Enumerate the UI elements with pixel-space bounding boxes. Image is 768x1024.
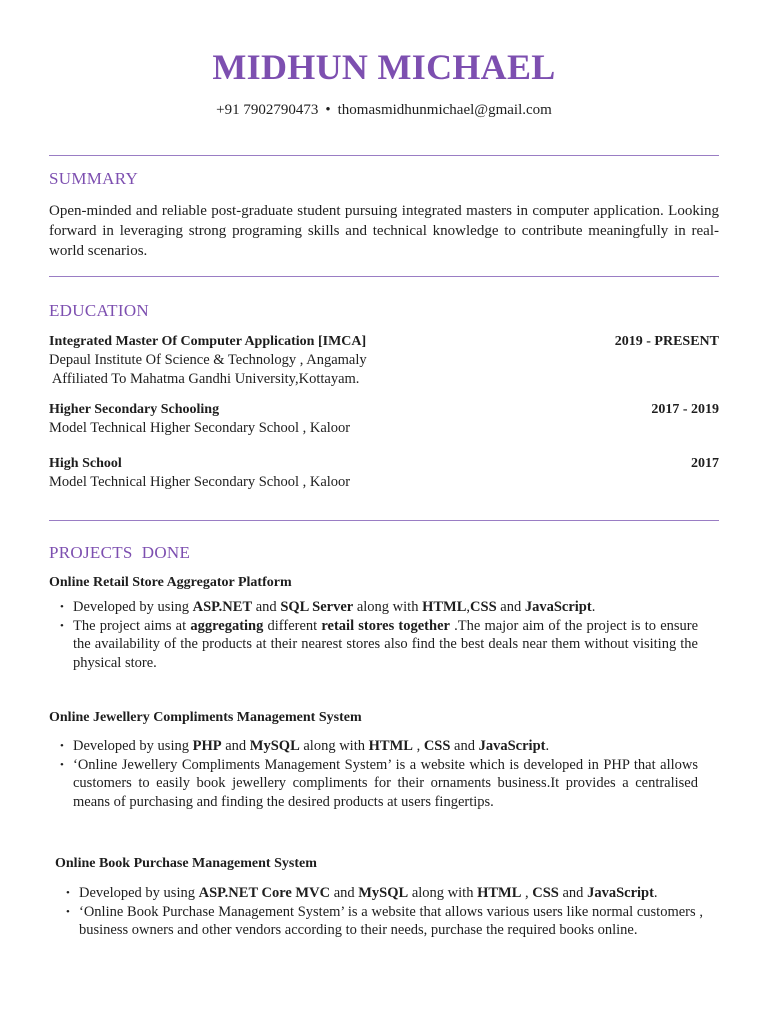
- text-run: and: [221, 738, 250, 754]
- degree-title: Integrated Master Of Computer Application [IMCA]: [49, 334, 367, 349]
- text-run: ,: [466, 599, 471, 615]
- bold-keyword: ASP.NET Core MVC: [198, 885, 331, 901]
- phone-number: +91 7902790473: [216, 102, 319, 118]
- bullet-item: [55, 884, 703, 903]
- project-bullets: [49, 737, 698, 811]
- text-run: ,: [412, 738, 424, 754]
- text-run: different: [263, 617, 322, 634]
- text-run: and: [330, 885, 359, 901]
- bold-keyword: MySQL: [358, 885, 409, 901]
- bold-keyword: aggregating: [190, 617, 264, 634]
- institution: Depaul Institute Of Science & Technology , Angamaly: [49, 352, 367, 368]
- degree-title: Higher Secondary Schooling: [49, 402, 220, 417]
- project-title: Online Jewellery Compliments Management System: [49, 710, 362, 725]
- bullet-item: [55, 903, 703, 940]
- contact-line: [0, 102, 768, 119]
- text-run: .: [653, 885, 658, 901]
- text-run: and: [252, 599, 281, 615]
- degree-years: 2019 - PRESENT: [614, 334, 719, 349]
- bold-keyword: HTML: [477, 885, 522, 901]
- bold-keyword: HTML: [368, 738, 413, 754]
- bold-keyword: CSS: [532, 885, 559, 901]
- bold-keyword: MySQL: [249, 738, 300, 754]
- text-run: Developed by using: [79, 885, 199, 901]
- education-heading: EDUCATION: [49, 301, 149, 320]
- education-entry: [49, 454, 719, 492]
- summary-text: Open-minded and reliable post-graduate student pursuing integrated masters in computer application. Looking forward in leveraging strong programing skills and technical knowledge to contribute meaningfully in real-world scenarios.: [49, 203, 719, 259]
- institution: Model Technical Higher Secondary School , Kaloor: [49, 474, 351, 490]
- degree-title: High School: [49, 456, 122, 471]
- project-bullets: [55, 884, 703, 940]
- bold-keyword: retail stores together: [321, 617, 450, 634]
- bullet-item: [49, 737, 698, 756]
- text-run: and: [450, 738, 479, 754]
- affiliation: Affiliated To Mahatma Gandhi University,Kottayam.: [49, 371, 360, 387]
- bullet-item: [49, 756, 698, 812]
- text-run: .: [591, 599, 596, 615]
- text-run: Developed by using: [73, 599, 193, 615]
- bold-keyword: CSS: [470, 599, 497, 615]
- candidate-name: MIDHUN MICHAEL: [212, 47, 556, 87]
- text-run: and: [496, 599, 525, 615]
- text-run: The project aims at: [73, 617, 191, 634]
- text-run: along with: [353, 599, 423, 615]
- bullet-item: [49, 617, 698, 673]
- summary-heading: SUMMARY: [49, 169, 139, 188]
- text-run: .: [545, 738, 550, 754]
- bold-keyword: SQL Server: [280, 599, 354, 615]
- text-run: ‘Online Jewellery Compliments Management System’ is a website which is developed in PHP that allows customers to easily book jewellery compliments for their ornaments business.It provides a centralised means of purchasing and finding the desired products at users fingertips.: [73, 756, 698, 810]
- separator-dot: •: [325, 102, 331, 118]
- bold-keyword: PHP: [192, 738, 222, 754]
- degree-years: 2017: [691, 456, 719, 471]
- bullet-item: [49, 598, 698, 617]
- project-title: Online Retail Store Aggregator Platform: [49, 575, 292, 590]
- divider: [49, 155, 719, 156]
- bold-keyword: JavaScript: [478, 738, 546, 754]
- bold-keyword: JavaScript: [524, 599, 592, 615]
- project-bullets: [49, 598, 698, 672]
- text-run: ‘Online Book Purchase Management System’ is a website that allows various users like normal customers , business owners and other vendors according to their needs, purchase the required books online.: [79, 903, 703, 938]
- divider: [49, 520, 719, 521]
- bold-keyword: HTML: [422, 599, 467, 615]
- divider: [49, 276, 719, 277]
- bold-keyword: ASP.NET: [192, 599, 253, 615]
- text-run: and: [558, 885, 588, 901]
- text-run: along with: [408, 885, 478, 901]
- text-run: ,: [521, 885, 533, 901]
- text-run: Developed by using: [73, 738, 193, 754]
- bold-keyword: CSS: [423, 738, 451, 754]
- bold-keyword: JavaScript: [587, 885, 654, 901]
- text-run: .: [449, 617, 458, 634]
- institution: Model Technical Higher Secondary School , Kaloor: [49, 420, 351, 436]
- projects-heading: PROJECTS DONE: [49, 543, 191, 562]
- email-address: thomasmidhunmichael@gmail.com: [337, 102, 552, 118]
- text-run: The major aim of the project is to ensure the availability of the products at their nearest stores also find the best deals near them without visiting the physical store.: [73, 617, 699, 671]
- project-title: Online Book Purchase Management System: [55, 856, 317, 871]
- education-entry: [49, 400, 719, 438]
- degree-years: 2017 - 2019: [651, 402, 719, 417]
- text-run: along with: [299, 738, 369, 754]
- education-entry: [49, 332, 719, 389]
